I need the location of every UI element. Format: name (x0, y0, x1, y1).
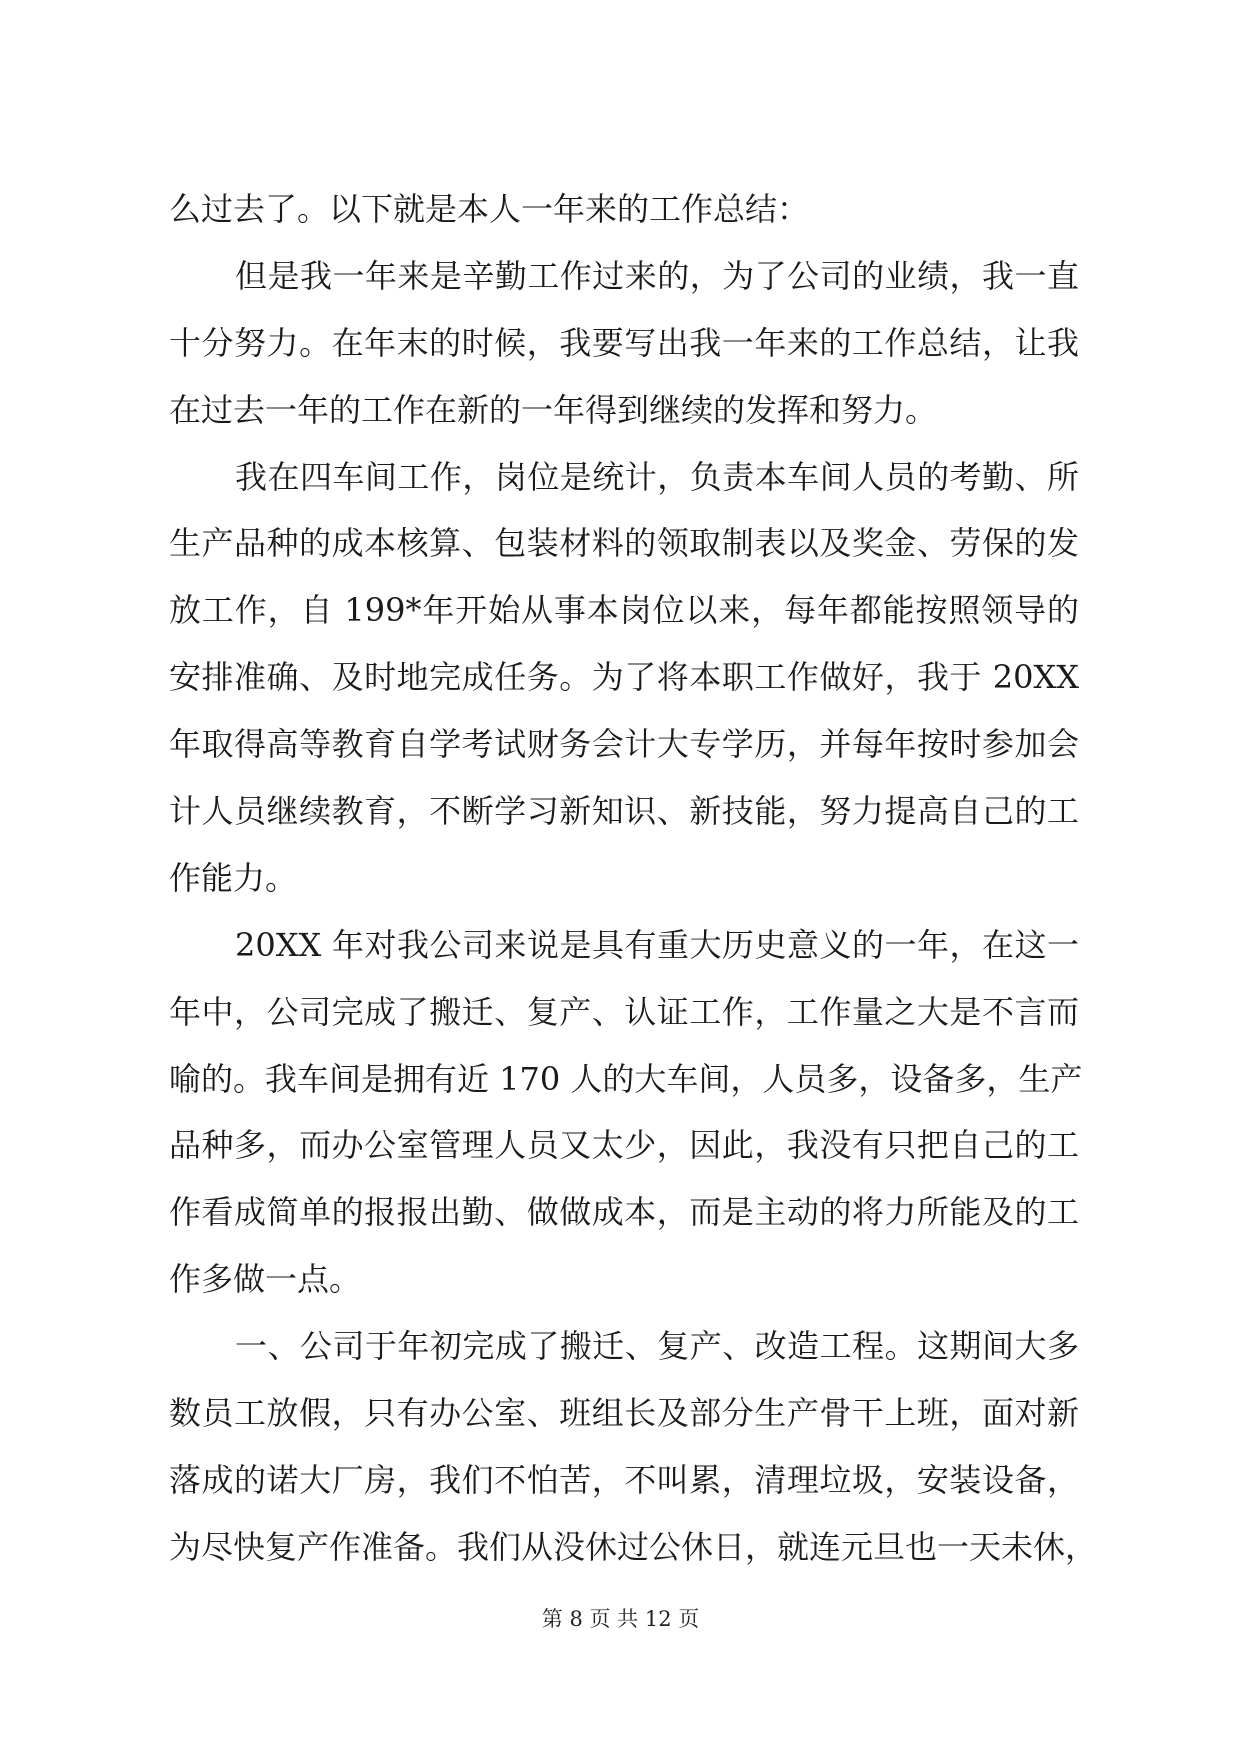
page-footer (0, 1603, 1241, 1633)
text-line: 在过去一年的工作在新的一年得到继续的发挥和努力。 (169, 390, 938, 429)
text-line: 但是我一年来是辛勤工作过来的，为了公司的业绩，我一直 (235, 256, 1079, 295)
text-line: 年中，公司完成了搬迁、复产、认证工作，工作量之大是不言而 (169, 992, 1079, 1031)
text-line: 作能力。 (169, 858, 298, 897)
text-line: 作看成简单的报报出勤、做做成本，而是主动的将力所能及的工 (169, 1193, 1079, 1232)
document-body (169, 176, 1098, 1581)
text-line: 年取得高等教育自学考试财务会计大专学历，并每年按时参加会 (169, 725, 1079, 764)
text-line: 生产品种的成本核算、包装材料的领取制表以及奖金、劳保的发 (169, 524, 1079, 563)
text-line: 喻的。我车间是拥有近 170 人的大车间，人员多，设备多，生产 (169, 1059, 1083, 1098)
text-line: 么过去了。以下就是本人一年来的工作总结： (169, 190, 810, 228)
text-line: 计人员继续教育，不断学习新知识、新技能，努力提高自己的工 (169, 792, 1079, 831)
text-line: 20XX 年对我公司来说是具有重大历史意义的一年，在这一 (235, 925, 1079, 964)
text-line: 一、公司于年初完成了搬迁、复产、改造工程。这期间大多 (235, 1327, 1079, 1366)
text-line: 我在四车间工作，岗位是统计，负责本车间人员的考勤、所 (235, 457, 1079, 496)
text-line: 十分努力。在年末的时候，我要写出我一年来的工作总结，让我 (169, 323, 1079, 362)
text-line: 落成的诺大厂房，我们不怕苦，不叫累，清理垃圾，安装设备， (169, 1460, 1079, 1499)
text-line: 品种多，而办公室管理人员又太少，因此，我没有只把自己的工 (169, 1126, 1079, 1165)
text-line: 安排准确、及时地完成任务。为了将本职工作做好，我于 20XX (169, 658, 1079, 697)
text-line: 为尽快复产作准备。我们从没休过公休日，就连元旦也一天未休， (169, 1527, 1098, 1566)
text-line: 作多做一点。 (169, 1260, 362, 1299)
page-number-label: 第 8 页 共 12 页 (541, 1607, 700, 1631)
text-line: 放工作，自 199*年开始从事本岗位以来，每年都能按照领导的 (169, 591, 1079, 630)
text-line: 数员工放假，只有办公室、班组长及部分生产骨干上班，面对新 (169, 1394, 1079, 1433)
